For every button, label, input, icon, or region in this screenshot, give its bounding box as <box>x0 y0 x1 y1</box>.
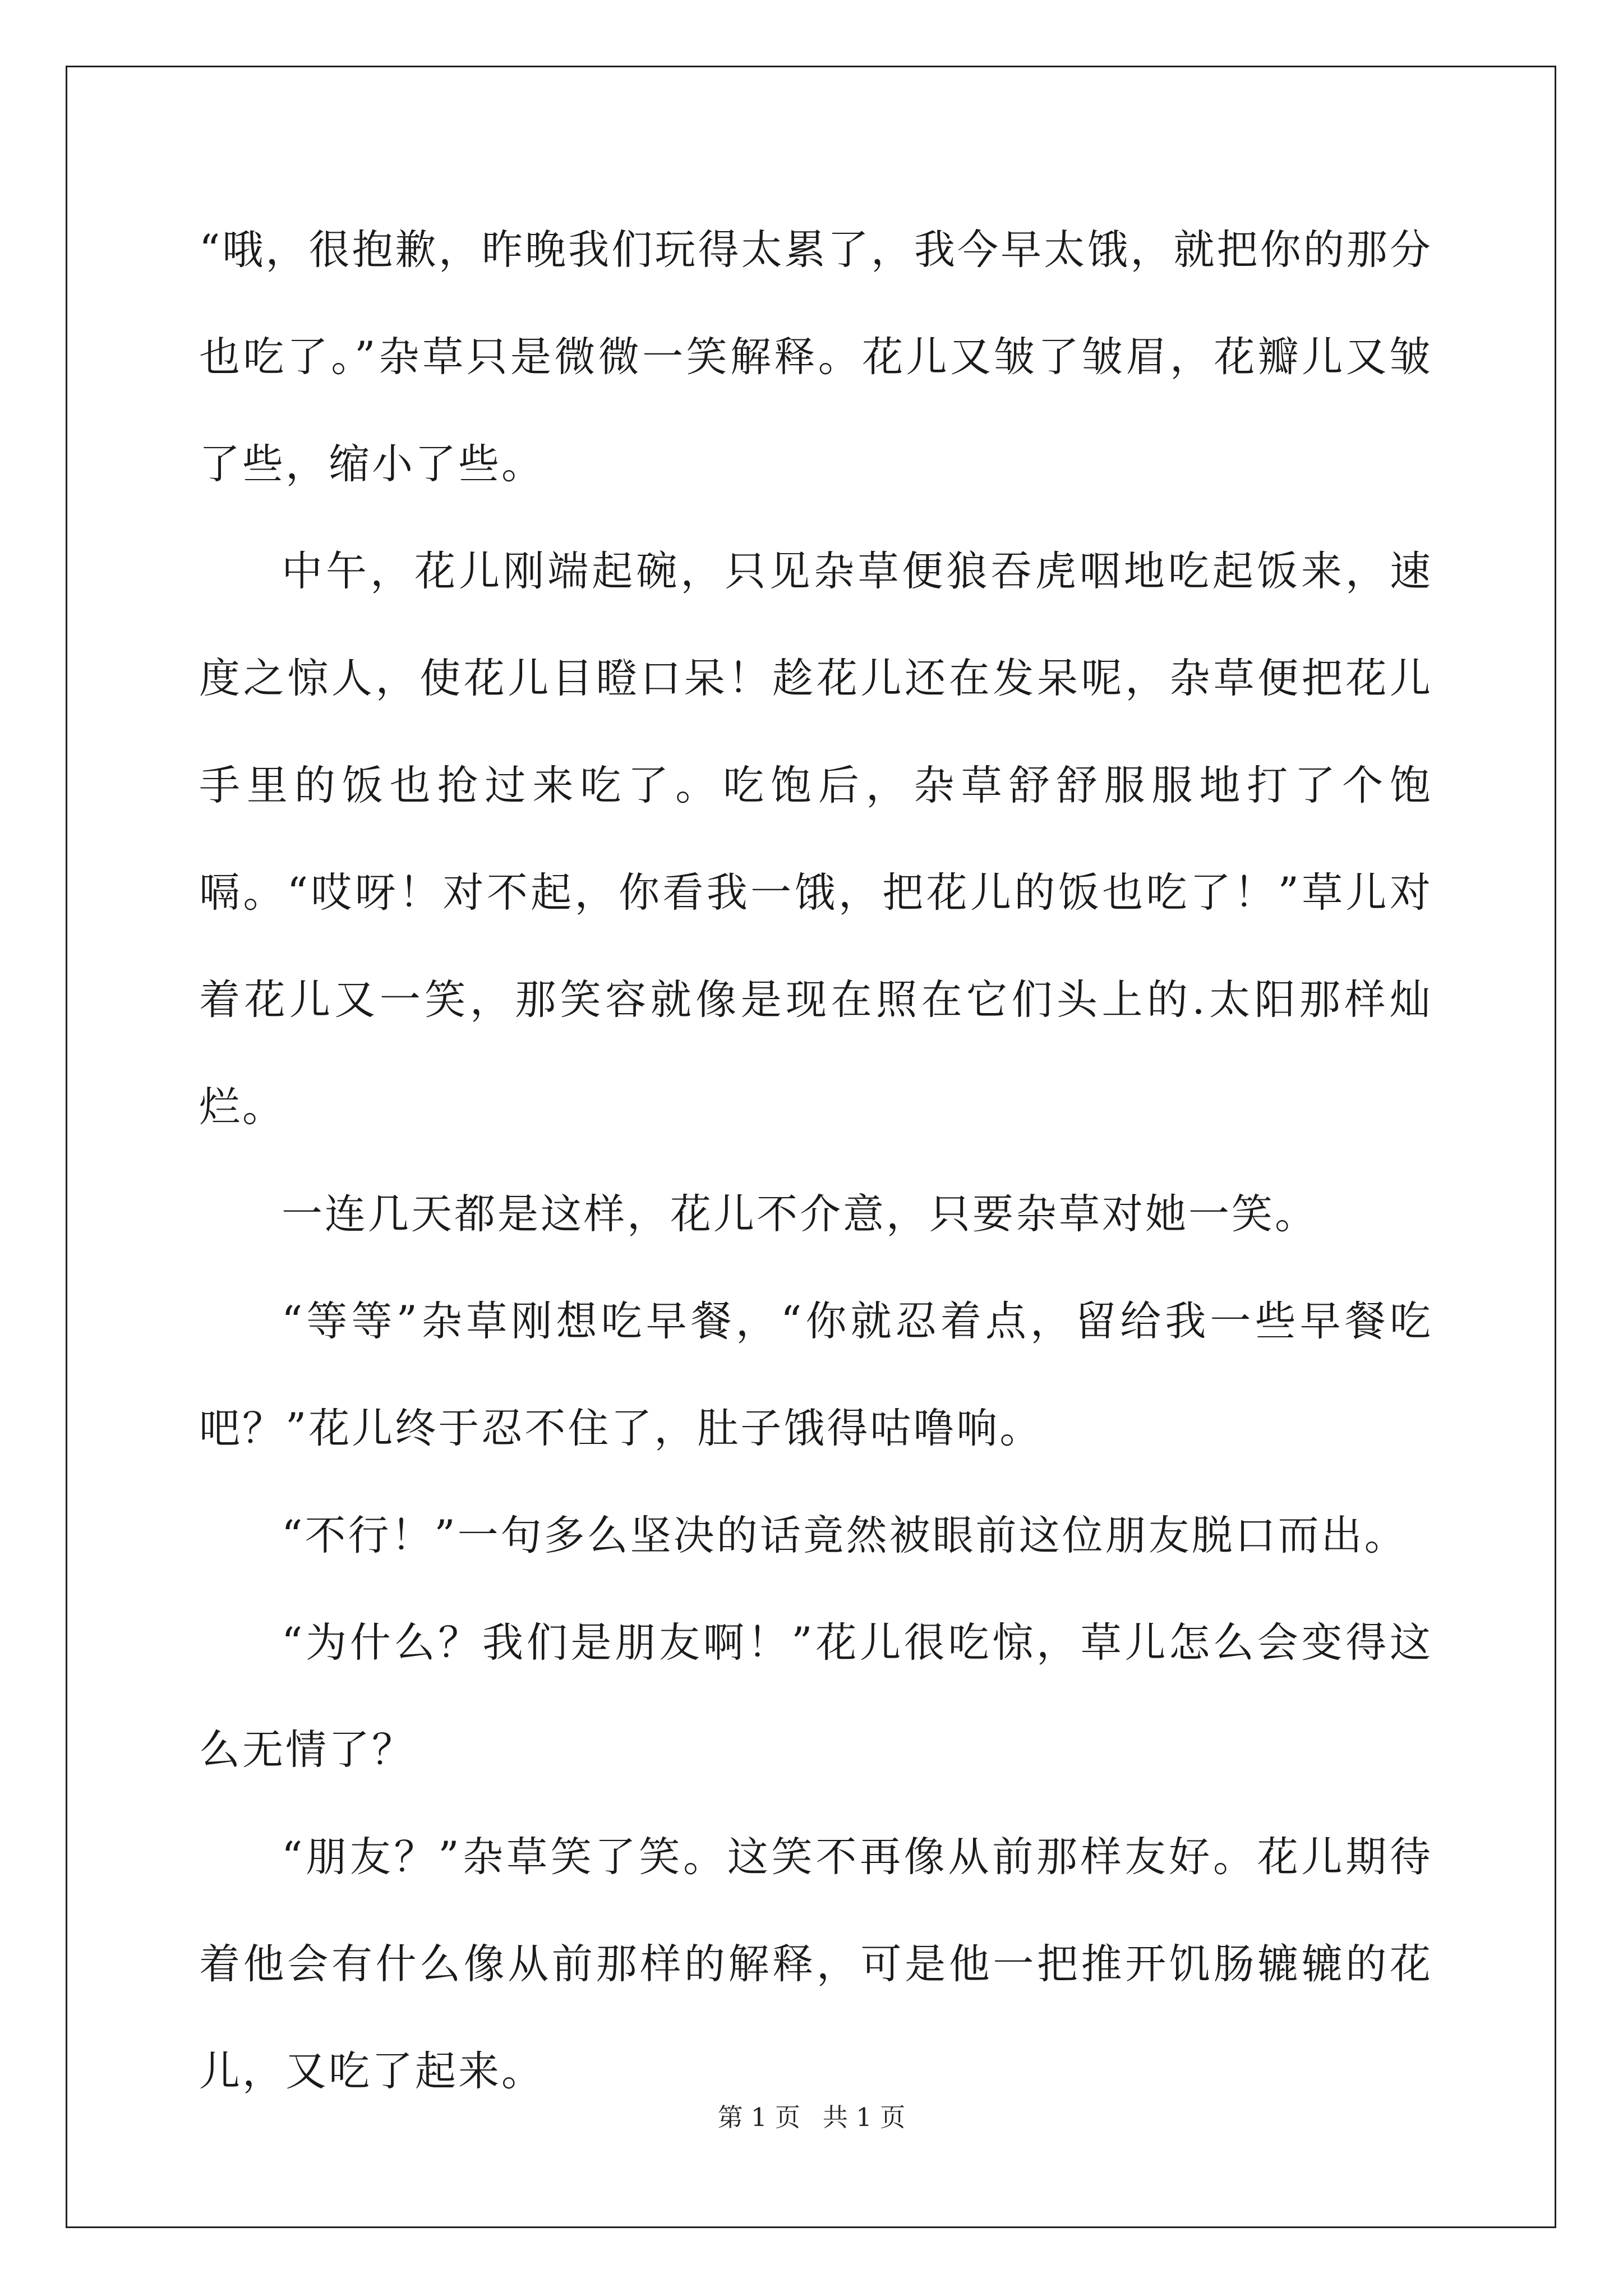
paragraph-5: “不行！”一句多么坚决的话竟然被眼前这位朋友脱口而出。 <box>282 1512 1408 1559</box>
paragraph-3: 一连几天都是这样，花儿不介意，只要杂草对她一笑。 <box>282 1190 1318 1238</box>
page-footer <box>0 2101 1623 2134</box>
paragraph-7: “朋友？”杂草笑了笑。这笑不再像从前那样友好。花儿期待着他会有什么像从前那样的解释，可是他一把推开饥肠辘辘的花儿，又吃了起来。 <box>199 1833 1433 2095</box>
page-total: 共 1 页 <box>823 2102 906 2132</box>
paragraph-4: “等等”杂草刚想吃早餐，“你就忍着点，留给我一些早餐吃吧？”花儿终于忍不住了，肚子饿得咕噜响。 <box>199 1297 1433 1452</box>
paragraph-6: “为什么？我们是朋友啊！”花儿很吃惊，草儿怎么会变得这么无情了？ <box>199 1619 1433 1774</box>
paragraph-1: “哦，很抱歉，昨晚我们玩得太累了，我今早太饿，就把你的那分也吃了。”杂草只是微微一笑解释。花儿又皱了皱眉，花瓣儿又皱了些，缩小了些。 <box>199 226 1433 488</box>
page-number: 第 1 页 <box>717 2102 800 2132</box>
document-body <box>199 196 1433 2125</box>
paragraph-2: 中午，花儿刚端起碗，只见杂草便狼吞虎咽地吃起饭来，速度之惊人，使花儿目瞪口呆！趁花儿还在发呆呢，杂草便把花儿手里的饭也抢过来吃了。吃饱后，杂草舒舒服服地打了个饱嗝。“哎呀！对不起，你看我一饿，把花儿的饭也吃了！”草儿对着花儿又一笑，那笑容就像是现在照在它们头上的.太阳那样灿烂。 <box>199 547 1433 1131</box>
